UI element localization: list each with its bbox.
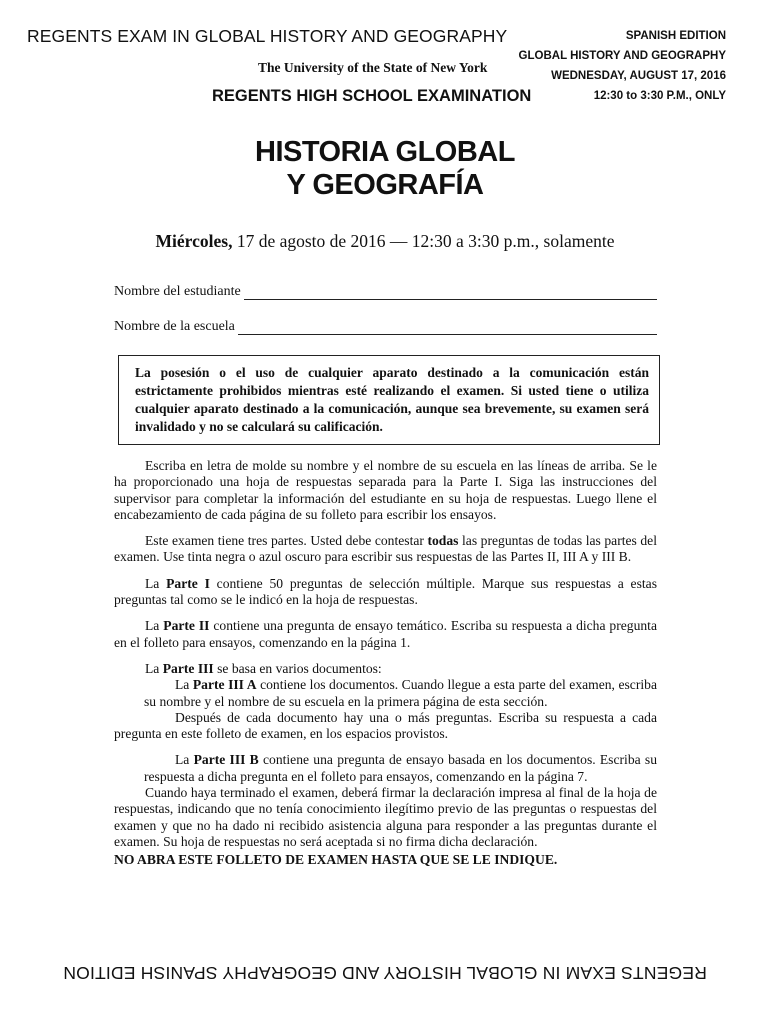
title-line-1: HISTORIA GLOBAL [255, 136, 515, 168]
instructions [114, 458, 657, 869]
student-name-line[interactable] [244, 287, 657, 300]
exam-day: Miércoles, [155, 231, 233, 251]
page-title [0, 136, 770, 202]
instructions-paragraph: Este examen tiene tres partes. Usted debe contestar todas las preguntas de todas las partes del examen. Use tinta negra o azul oscuro para escribir sus respuestas de las Partes II, III A y III B. [114, 533, 657, 565]
exam-type: REGENTS HIGH SCHOOL EXAMINATION [212, 87, 532, 105]
title-line-2: Y GEOGRAFÍA [286, 169, 484, 201]
exam-date-rest: 17 de agosto de 2016 — 12:30 a 3:30 p.m., solamente [232, 231, 615, 251]
part-3-paragraph: La Parte III se basa en varios documentos: [145, 660, 382, 676]
part-2-paragraph: La Parte II contiene una pregunta de ensayo temático. Escriba su respuesta a dicha pregunta en el folleto para ensayos, comenzando en la página 1. [114, 618, 657, 650]
part-3a-paragraph: La Parte III A contiene los documentos. Cuando llegue a esta parte del examen, escriba su nombre y el nombre de su escuela en la primera página de esta sección. [144, 677, 657, 709]
instructions-paragraph: Escriba en letra de molde su nombre y el nombre de su escuela en las líneas de arriba. Se le ha proporcionado una hoja de respuestas separada para la Parte I. Siga las instrucciones del supervisor para completar la información del estudiante en su hoja de respuestas. Luego llene el encabezamiento de cada página de su folleto para escribir los ensayos. [114, 458, 657, 522]
part-3a-questions-paragraph: Después de cada documento hay una o más preguntas. Escriba su respuesta a cada pregunta en este folleto de examen, en los espacios provistos. [114, 709, 657, 742]
subject-line: GLOBAL HISTORY AND GEOGRAPHY [518, 50, 726, 62]
time-line: 12:30 to 3:30 P.M., ONLY [593, 90, 726, 102]
school-name-field[interactable] [114, 319, 657, 335]
student-name-label: Nombre del estudiante [114, 284, 241, 299]
footer-upside-down: REGENTS EXAM IN GLOBAL HISTORY AND GEOGRAPHY SPANISH EDITION [63, 963, 707, 983]
student-name-field[interactable] [114, 284, 657, 300]
edition-block [519, 26, 726, 106]
date-line: WEDNESDAY, AUGUST 17, 2016 [551, 70, 726, 82]
exam-header-title: REGENTS EXAM IN GLOBAL HISTORY AND GEOGRAPHY [27, 26, 508, 46]
part-3b-paragraph: La Parte III B contiene una pregunta de ensayo basada en los documentos. Escriba su respuesta a dicha pregunta en el folleto para ensayos, comenzando en la página 7. [144, 752, 657, 784]
school-name-label: Nombre de la escuela [114, 319, 235, 334]
edition-line: SPANISH EDITION [625, 30, 726, 42]
do-not-open-notice: NO ABRA ESTE FOLLETO DE EXAMEN HASTA QUE SE LE INDIQUE. [114, 852, 558, 868]
device-warning-box: La posesión o el uso de cualquier aparato destinado a la comunicación están estrictamente prohibidos mientras esté realizando el examen. Si usted tiene o utiliza cualquier aparato destinado a la comunicación, aunque sea brevemente, su examen será invalidado y no se calculará su calificación. [118, 355, 660, 445]
declaration-paragraph: Cuando haya terminado el examen, deberá firmar la declaración impresa al final de la hoja de respuestas, indicando que no tenía conocimiento ilegítimo previo de las preguntas o respuestas del examen y que no ha dado ni recibido asistencia alguna para responder a las preguntas durante el examen. Su hoja de respuestas no será aceptada si no firma dicha declaración. [114, 785, 657, 849]
part-1-paragraph: La Parte I contiene 50 preguntas de selección múltiple. Marque sus respuestas a estas preguntas tal como se le indicó en la hoja de respuestas. [114, 575, 657, 608]
university-name: The University of the State of New York [258, 60, 488, 75]
exam-date [0, 231, 770, 252]
school-name-line[interactable] [238, 322, 657, 335]
